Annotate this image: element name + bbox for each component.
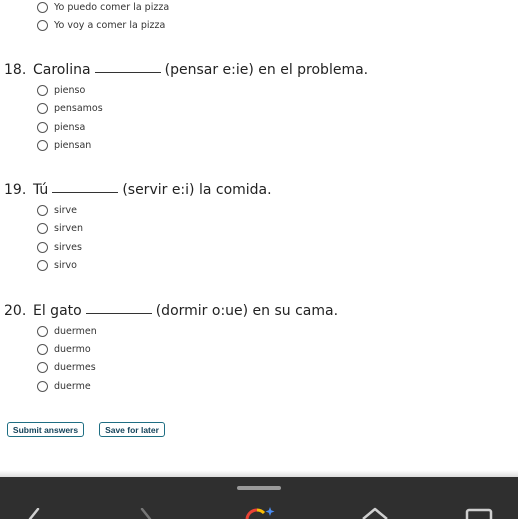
question-18 [4,62,368,78]
option-q20-1[interactable] [37,324,97,338]
question-text-after: (dormir o:ue) en su cama. [155,303,339,319]
option-q18-4[interactable] [37,138,91,152]
answer-blank [52,191,118,193]
google-lens-icon[interactable] [244,506,278,519]
question-number: 20. [4,303,27,319]
question-19 [4,182,272,198]
option-q19-1[interactable] [37,203,77,217]
tabs-icon[interactable] [464,508,494,519]
radio-button[interactable] [37,122,48,133]
drag-handle[interactable] [237,486,281,490]
option-q17-1[interactable] [37,0,169,14]
option-q20-4[interactable] [37,379,91,393]
question-text-before: El gato [33,303,82,319]
radio-button[interactable] [37,103,48,114]
option-q20-3[interactable] [37,360,96,374]
option-q19-2[interactable] [37,221,83,235]
radio-button[interactable] [37,205,48,216]
option-label: Yo voy a comer la pizza [54,19,166,31]
option-label: Yo puedo comer la pizza [54,1,170,13]
radio-button[interactable] [37,242,48,253]
option-q19-3[interactable] [37,240,82,254]
option-label: duerme [54,380,91,392]
question-text-before: Tú [33,182,49,198]
back-icon[interactable] [22,508,42,519]
option-label: duermen [54,325,97,337]
option-label: sirvo [54,259,77,271]
option-q18-2[interactable] [37,101,103,115]
radio-button[interactable] [37,260,48,271]
option-q18-3[interactable] [37,120,85,134]
save-for-later-button[interactable]: Save for later [99,422,165,437]
radio-button[interactable] [37,344,48,355]
home-icon[interactable] [360,507,390,519]
answer-blank [86,312,152,314]
option-label: sirven [54,222,83,234]
option-label: piensan [54,139,92,151]
option-label: duermes [54,361,96,373]
question-20 [4,303,338,319]
question-text-after: (servir e:i) la comida. [122,182,272,198]
option-label: pienso [54,84,86,96]
option-label: sirve [54,204,77,216]
option-q18-1[interactable] [37,83,85,97]
radio-button[interactable] [37,223,48,234]
option-label: pensamos [54,102,103,114]
option-q17-2[interactable] [37,18,165,32]
answer-blank [95,71,161,73]
question-number: 18. [4,62,27,78]
forward-icon[interactable] [138,508,158,519]
option-q19-4[interactable] [37,258,77,272]
radio-button[interactable] [37,20,48,31]
question-number: 19. [4,182,27,198]
option-label: piensa [54,121,86,133]
radio-button[interactable] [37,362,48,373]
option-label: sirves [54,241,82,253]
option-label: duermo [54,343,91,355]
question-text-after: (pensar e:ie) en el problema. [164,62,369,78]
question-text-before: Carolina [33,62,91,78]
radio-button[interactable] [37,381,48,392]
radio-button[interactable] [37,326,48,337]
submit-answers-button[interactable]: Submit answers [7,422,84,437]
radio-button[interactable] [37,140,48,151]
radio-button[interactable] [37,2,48,13]
option-q20-2[interactable] [37,342,91,356]
radio-button[interactable] [37,85,48,96]
